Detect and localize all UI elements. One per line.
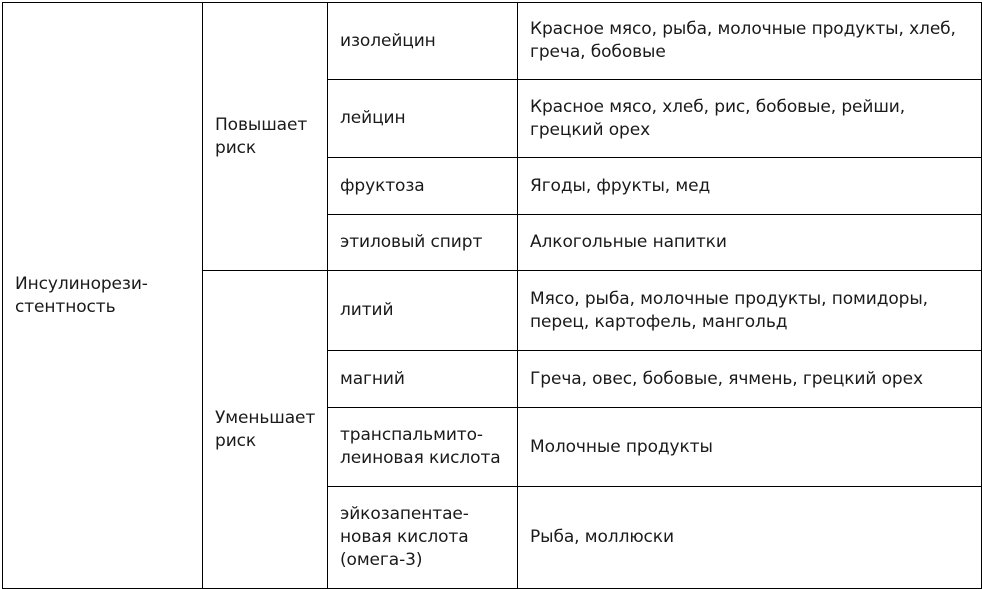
sources-ethanol: Алкогольные напитки <box>518 215 982 271</box>
nutrient-line: эйкозапентае- <box>340 504 469 524</box>
sources-isoleucine: Красное мясо, рыба, молочные продукты, хлеб, греча, бобовые <box>518 3 982 80</box>
nutrient-leucine: лейцин <box>328 80 518 158</box>
nutrient-lithium: литий <box>328 271 518 351</box>
effect-increase-line-2: риск <box>215 137 257 158</box>
nutrient-ethanol: этиловый спирт <box>328 215 518 271</box>
effect-decrease-line-1: Уменьшает <box>215 407 316 428</box>
condition-cell <box>3 3 203 589</box>
nutrient-line: (омега-3) <box>340 550 423 570</box>
table-row <box>3 3 982 80</box>
effect-decrease-line-2: риск <box>215 430 257 451</box>
nutrient-isoleucine: изолейцин <box>328 3 518 80</box>
nutrient-line: леиновая кислота <box>340 448 501 468</box>
nutrient-line: новая кислота <box>340 527 469 547</box>
sources-trans-palmitoleic-acid: Молочные продукты <box>518 408 982 487</box>
effect-decrease-cell <box>203 271 328 589</box>
condition-line-1: Инсулинорези- <box>15 273 148 294</box>
sources-lithium: Мясо, рыба, молочные продукты, помидоры, перец, картофель, мангольд <box>518 271 982 351</box>
nutrient-epa-omega-3 <box>328 487 518 589</box>
sources-leucine: Красное мясо, хлеб, рис, бобовые, рейши, грецкий орех <box>518 80 982 158</box>
effect-increase-cell <box>203 3 328 271</box>
nutrient-trans-palmitoleic-acid <box>328 408 518 487</box>
nutrient-fructose: фруктоза <box>328 158 518 215</box>
condition-line-2: стентность <box>15 296 116 317</box>
nutrient-table <box>2 2 982 589</box>
sources-epa-omega-3: Рыба, моллюски <box>518 487 982 589</box>
sources-fructose: Ягоды, фрукты, мед <box>518 158 982 215</box>
nutrient-magnesium: магний <box>328 351 518 408</box>
effect-increase-line-1: Повышает <box>215 114 308 135</box>
nutrient-line: транспальмито- <box>340 425 483 445</box>
sources-magnesium: Греча, овес, бобовые, ячмень, грецкий орех <box>518 351 982 408</box>
